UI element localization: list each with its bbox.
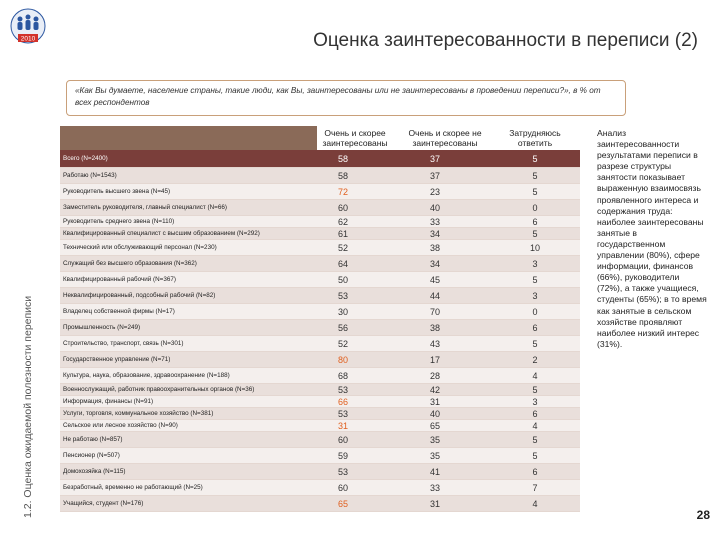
cell-not-interested: 40 xyxy=(429,202,440,213)
table-row xyxy=(60,480,580,496)
row-label: Учащийся, студент (N=176) xyxy=(63,500,144,507)
table-row xyxy=(60,420,580,432)
table-row xyxy=(60,168,580,184)
row-label: Сельское или лесное хозяйство (N=90) xyxy=(63,422,178,429)
table-row xyxy=(60,408,580,420)
cell-interested: 64 xyxy=(337,258,348,269)
table-row xyxy=(60,384,580,396)
table-row xyxy=(60,336,580,352)
table-row xyxy=(60,448,580,464)
cell-interested: 66 xyxy=(337,396,348,407)
cell-interested: 56 xyxy=(337,322,348,333)
cell-not-interested: 43 xyxy=(429,338,440,349)
cell-interested: 68 xyxy=(337,370,348,381)
cell-not-interested: 40 xyxy=(429,408,440,419)
cell-not-interested: 34 xyxy=(429,258,440,269)
table-row xyxy=(60,184,580,200)
cell-interested: 50 xyxy=(337,274,348,285)
row-label: Руководитель высшего звена (N=45) xyxy=(63,188,171,195)
cell-undecided: 4 xyxy=(532,420,538,431)
row-label: Пенсионер (N=507) xyxy=(63,452,120,459)
row-label: Неквалифицированный, подсобный рабочий (N=82) xyxy=(63,292,216,299)
cell-interested: 52 xyxy=(337,338,348,349)
cell-not-interested: 17 xyxy=(429,354,440,365)
row-label: Владелец собственной фирмы (N=17) xyxy=(63,308,175,315)
cell-interested: 52 xyxy=(337,242,348,253)
cell-interested: 58 xyxy=(337,170,348,181)
cell-not-interested: 33 xyxy=(429,482,440,493)
cell-interested: 53 xyxy=(337,466,348,477)
table-row xyxy=(60,216,580,228)
cell-interested: 72 xyxy=(337,186,348,197)
cell-undecided: 6 xyxy=(532,408,538,419)
cell-not-interested: 33 xyxy=(429,216,440,227)
page-number: 28 xyxy=(696,508,710,522)
cell-undecided: 6 xyxy=(532,466,538,477)
cell-not-interested: 37 xyxy=(429,153,440,164)
row-label: Промышленность (N=249) xyxy=(63,324,141,331)
cell-interested: 31 xyxy=(337,420,348,431)
cell-undecided: 3 xyxy=(532,396,538,407)
row-label: Военнослужащий, работник правоохранительных органов (N=36) xyxy=(63,386,255,393)
cell-undecided: 5 xyxy=(532,434,538,445)
cell-not-interested: 34 xyxy=(429,228,440,239)
cell-undecided: 5 xyxy=(532,170,538,181)
cell-interested: 53 xyxy=(337,290,348,301)
table-row xyxy=(60,228,580,240)
cell-interested: 30 xyxy=(337,306,348,317)
cell-undecided: 5 xyxy=(532,338,538,349)
row-label: Служащий без высшего образования (N=362) xyxy=(63,260,197,267)
cell-interested: 62 xyxy=(337,216,348,227)
cell-undecided: 5 xyxy=(532,450,538,461)
row-label: Культура, наука, образование, здравоохранение (N=188) xyxy=(63,372,230,379)
cell-not-interested: 35 xyxy=(429,450,440,461)
table-row xyxy=(60,352,580,368)
cell-not-interested: 35 xyxy=(429,434,440,445)
row-label: Работаю (N=1543) xyxy=(63,172,117,179)
cell-interested: 60 xyxy=(337,202,348,213)
cell-not-interested: 23 xyxy=(429,186,440,197)
table-row xyxy=(60,272,580,288)
table-row xyxy=(60,304,580,320)
row-label: Технический или обслуживающий персонал (N=230) xyxy=(63,244,217,251)
table-row xyxy=(60,320,580,336)
table-row xyxy=(60,464,580,480)
table-row xyxy=(60,432,580,448)
cell-interested: 65 xyxy=(337,498,348,509)
cell-undecided: 5 xyxy=(532,384,538,395)
table-body xyxy=(60,150,580,512)
side-section-label: 1.2. Оценка ожидаемой полезности переписи xyxy=(22,295,34,518)
row-label: Квалифицированный рабочий (N=367) xyxy=(63,276,176,283)
table-row xyxy=(60,288,580,304)
cell-undecided: 7 xyxy=(532,482,538,493)
cell-undecided: 3 xyxy=(532,258,538,269)
analysis-text: Анализ заинтересованности результатами переписи в разрезе структуры занятости показывает выраженную взаимосвязь проявленного интереса и содержания труда: наиболее заинтересованы занятые в государственном управлении (80%), сфере информации, финансов (66%), руководители (72%), а также учащиеся, студенты (65%); в то время как занятые в сельском хозяйстве проявляют наиболее низкий интерес (31%). xyxy=(597,128,707,349)
row-label: Государственное управление (N=71) xyxy=(63,356,171,363)
table-row xyxy=(60,256,580,272)
table-row xyxy=(60,368,580,384)
row-label: Строительство, транспорт, связь (N=301) xyxy=(63,340,184,347)
cell-undecided: 4 xyxy=(532,498,538,509)
cell-undecided: 0 xyxy=(532,202,538,213)
cell-interested: 61 xyxy=(337,228,348,239)
row-label: Не работаю (N=857) xyxy=(63,436,123,443)
column-header-interested: Очень и скорее заинтересованы xyxy=(322,128,388,148)
cell-not-interested: 38 xyxy=(429,322,440,333)
cell-not-interested: 38 xyxy=(429,242,440,253)
column-header-not-interested: Очень и скорее не заинтересованы xyxy=(408,128,482,148)
row-label: Руководитель среднего звена (N=110) xyxy=(63,218,175,225)
cell-not-interested: 45 xyxy=(429,274,440,285)
row-label: Заместитель руководителя, главный специалист (N=66) xyxy=(63,204,227,211)
cell-interested: 60 xyxy=(337,482,348,493)
cell-interested: 60 xyxy=(337,434,348,445)
svg-text:2010: 2010 xyxy=(20,35,36,43)
table-row xyxy=(60,150,580,168)
table-header xyxy=(60,126,580,150)
cell-undecided: 5 xyxy=(532,228,538,239)
cell-not-interested: 42 xyxy=(429,384,440,395)
cell-undecided: 0 xyxy=(532,306,538,317)
cell-interested: 58 xyxy=(337,153,348,164)
cell-undecided: 5 xyxy=(532,153,538,164)
cell-undecided: 6 xyxy=(532,216,538,227)
row-label: Безработный, временно не работающий (N=25) xyxy=(63,484,203,491)
table-row xyxy=(60,240,580,256)
cell-undecided: 6 xyxy=(532,322,538,333)
census-logo xyxy=(8,8,48,50)
cell-undecided: 5 xyxy=(532,274,538,285)
row-label: Домохозяйка (N=115) xyxy=(63,468,126,475)
cell-undecided: 10 xyxy=(529,242,540,253)
page-title: Оценка заинтересованности в переписи (2) xyxy=(313,30,698,51)
cell-undecided: 2 xyxy=(532,354,538,365)
cell-undecided: 5 xyxy=(532,186,538,197)
survey-table xyxy=(60,126,580,512)
cell-not-interested: 28 xyxy=(429,370,440,381)
header-bar xyxy=(60,126,317,150)
row-label: Всего (N=2400) xyxy=(63,155,108,162)
row-label: Услуги, торговля, коммунальное хозяйство (N=381) xyxy=(63,410,214,417)
cell-not-interested: 41 xyxy=(429,466,440,477)
cell-not-interested: 37 xyxy=(429,170,440,181)
cell-not-interested: 44 xyxy=(429,290,440,301)
table-row xyxy=(60,396,580,408)
cell-interested: 59 xyxy=(337,450,348,461)
cell-interested: 80 xyxy=(337,354,348,365)
cell-not-interested: 31 xyxy=(429,396,440,407)
question-box: «Как Вы думаете, население страны, такие люди, как Вы, заинтересованы или не заинтересованы в проведении переписи?», в % от всех респондентов xyxy=(66,80,626,116)
cell-undecided: 4 xyxy=(532,370,538,381)
column-header-undecided: Затрудняюсь ответить xyxy=(509,128,561,148)
table-row xyxy=(60,200,580,216)
cell-not-interested: 70 xyxy=(429,306,440,317)
row-label: Квалифицированный специалист с высшим образованием (N=292) xyxy=(63,230,260,237)
cell-interested: 53 xyxy=(337,408,348,419)
table-row xyxy=(60,496,580,512)
cell-not-interested: 31 xyxy=(429,498,440,509)
row-label: Информация, финансы (N=91) xyxy=(63,398,154,405)
cell-undecided: 3 xyxy=(532,290,538,301)
cell-interested: 53 xyxy=(337,384,348,395)
cell-not-interested: 65 xyxy=(429,420,440,431)
